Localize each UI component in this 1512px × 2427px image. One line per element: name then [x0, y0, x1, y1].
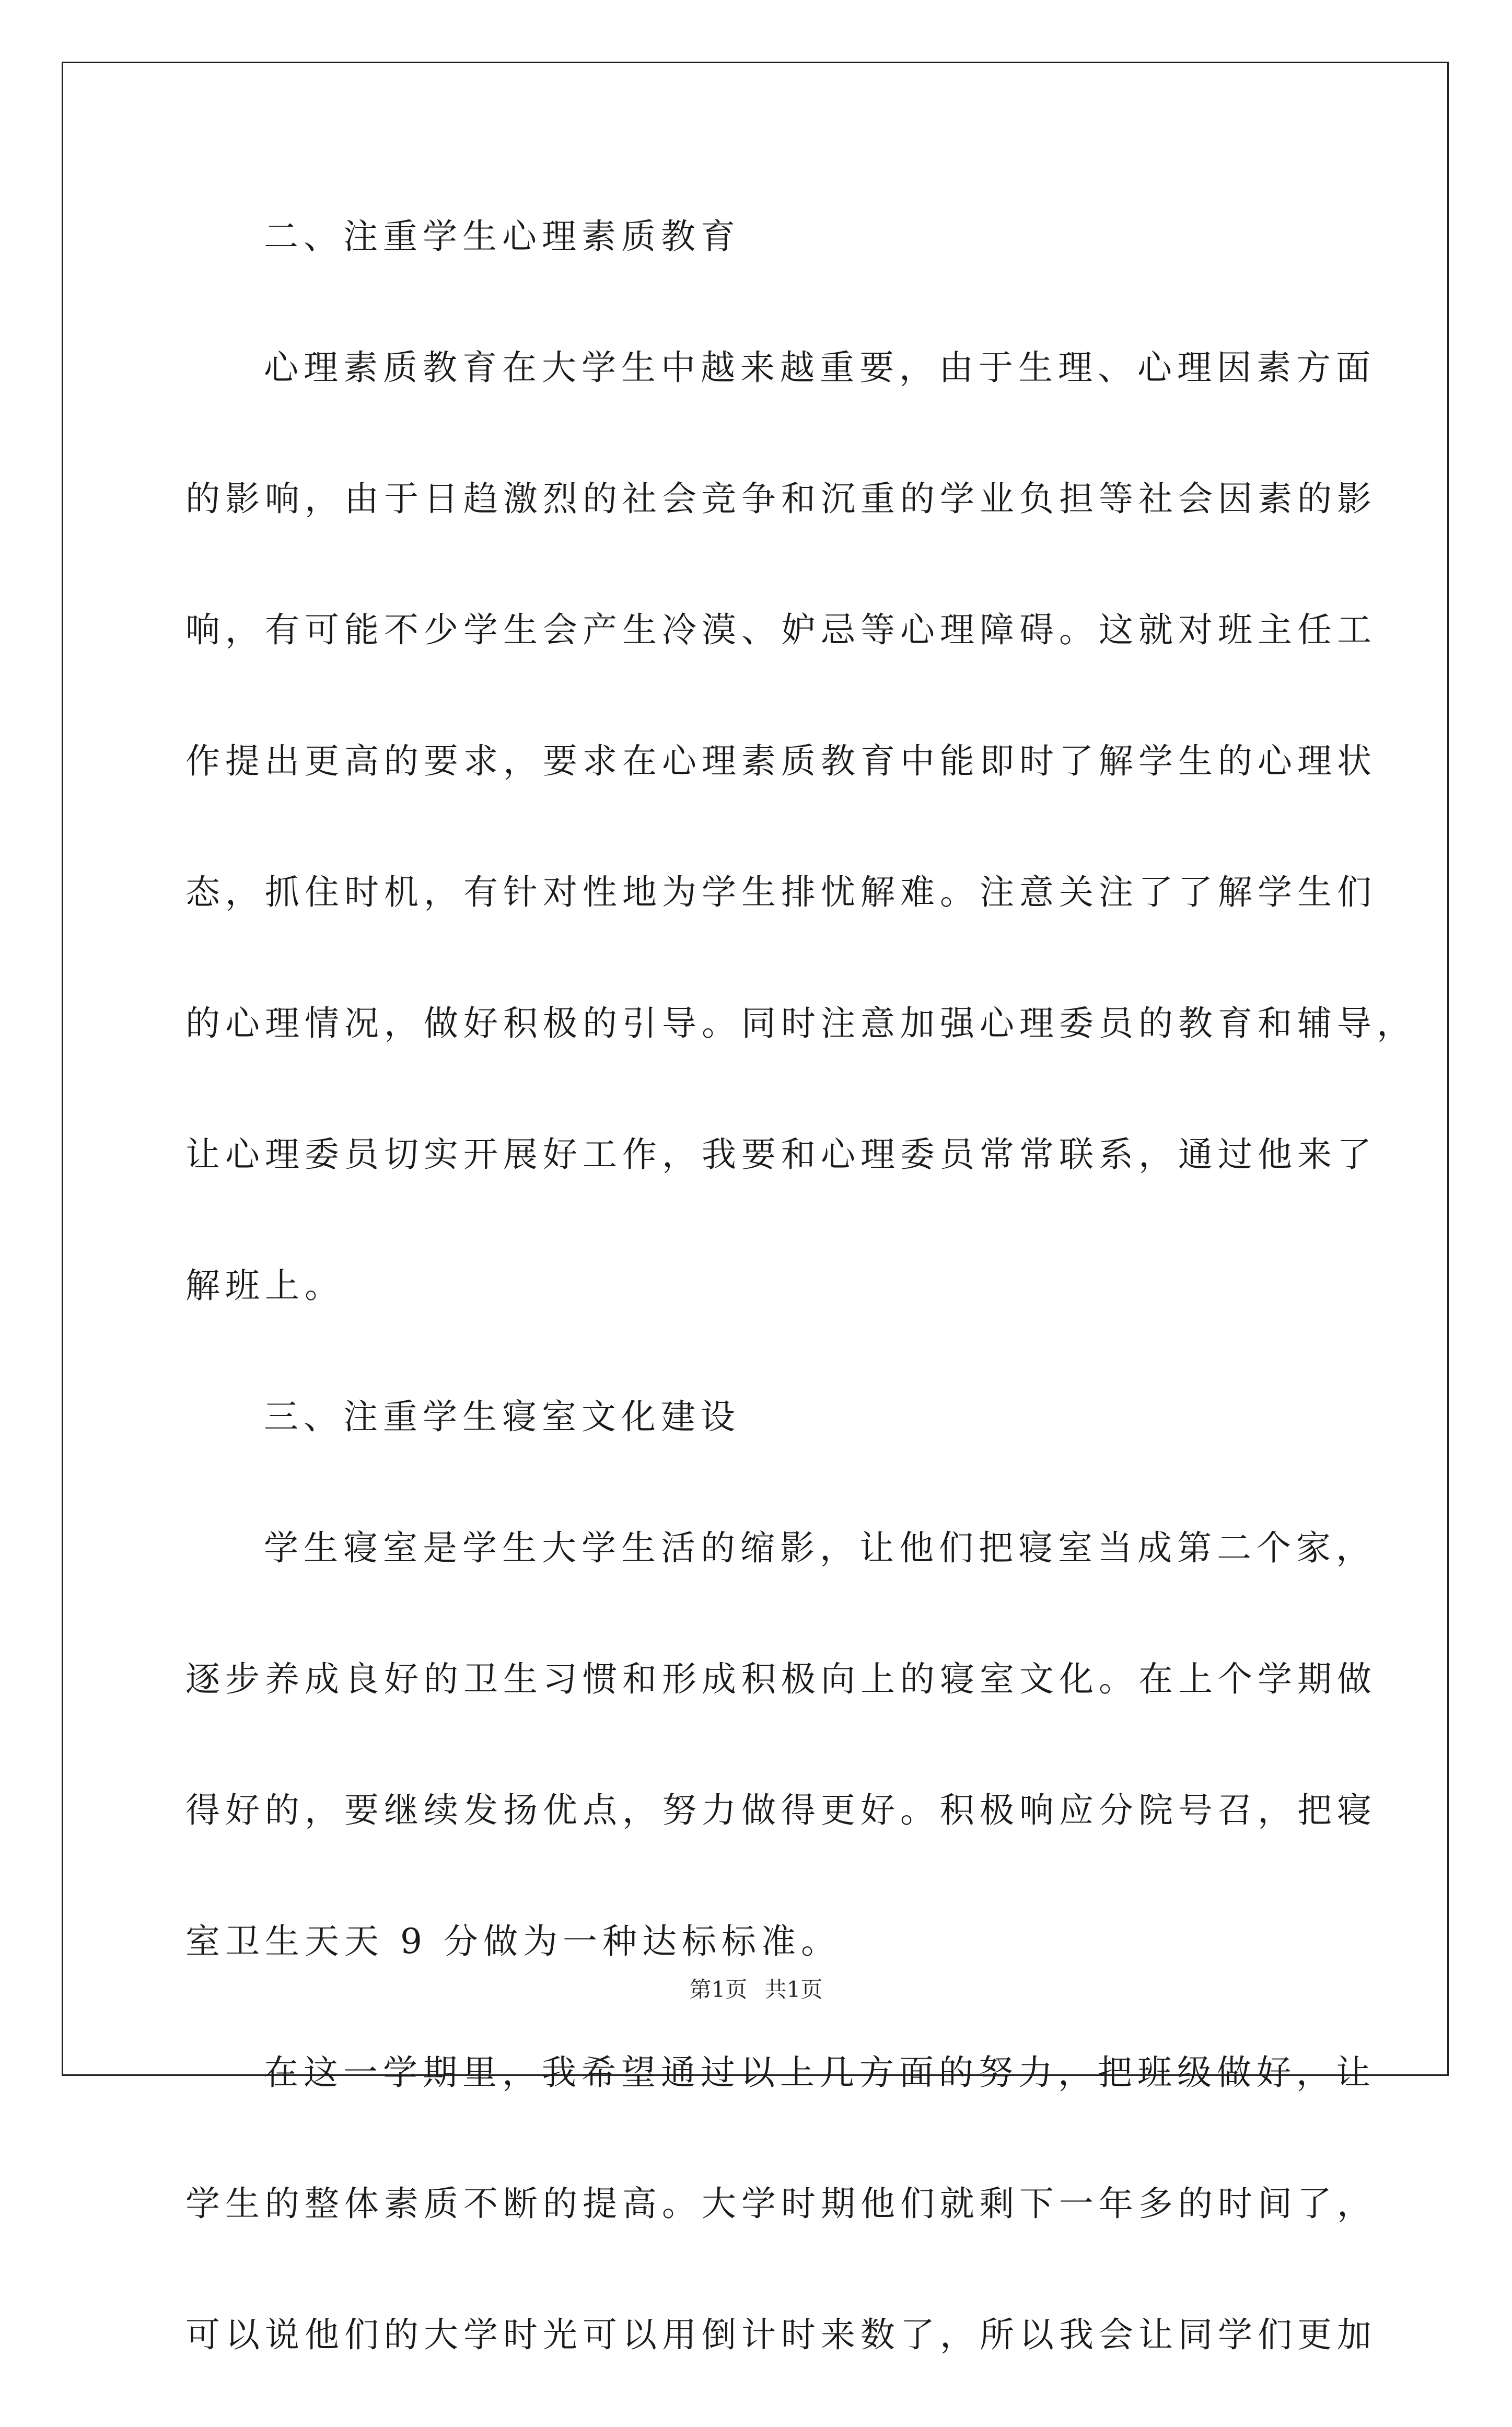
text-line-16: 学生的整体素质不断的提高。大学时期他们就剩下一年多的时间了， — [185, 2184, 1377, 2224]
text-line-11: 学生寝室是学生大学生活的缩影，让他们把寝室当成第二个家， — [264, 1528, 1376, 1568]
text-line-6: 态，抓住时机，有针对性地为学生排忧解难。注意关注了了解学生们 — [185, 872, 1377, 912]
text-line-9: 解班上。 — [185, 1265, 344, 1306]
text-line-10: 三、注重学生寝室文化建设 — [264, 1397, 740, 1437]
text-line-2: 心理素质教育在大学生中越来越重要，由于生理、心理因素方面 — [264, 347, 1376, 388]
text-line-12: 逐步养成良好的卫生习惯和形成积极向上的寝室文化。在上个学期做 — [185, 1659, 1377, 1699]
document-body — [185, 198, 1416, 2427]
text-line-5: 作提出更高的要求，要求在心理素质教育中能即时了解学生的心理状 — [185, 741, 1377, 781]
text-line-13: 得好的，要继续发扬优点，努力做得更好。积极响应分院号召，把寝 — [185, 1790, 1377, 1830]
page-number: 第1页 — [689, 1977, 748, 2002]
text-line-1: 二、注重学生心理素质教育 — [264, 216, 740, 257]
text-line-8: 让心理委员切实开展好工作，我要和心理委员常常联系，通过他来了 — [185, 1134, 1377, 1175]
text-line-3: 的影响，由于日趋激烈的社会竞争和沉重的学业负担等社会因素的影 — [185, 479, 1377, 519]
text-line-4: 响，有可能不少学生会产生冷漠、妒忌等心理障碍。这就对班主任工 — [185, 610, 1377, 650]
text-line-14: 室卫生天天 9 分做为一种达标标准。 — [185, 1921, 841, 1961]
text-line-17: 可以说他们的大学时光可以用倒计时来数了，所以我会让同学们更加 — [185, 2315, 1377, 2355]
page-footer — [0, 1974, 1512, 2005]
page-total: 共1页 — [764, 1977, 823, 2002]
text-line-15: 在这一学期里，我希望通过以上几方面的努力，把班级做好，让 — [264, 2052, 1376, 2093]
text-line-7: 的心理情况，做好积极的引导。同时注意加强心理委员的教育和辅导， — [185, 1003, 1416, 1043]
